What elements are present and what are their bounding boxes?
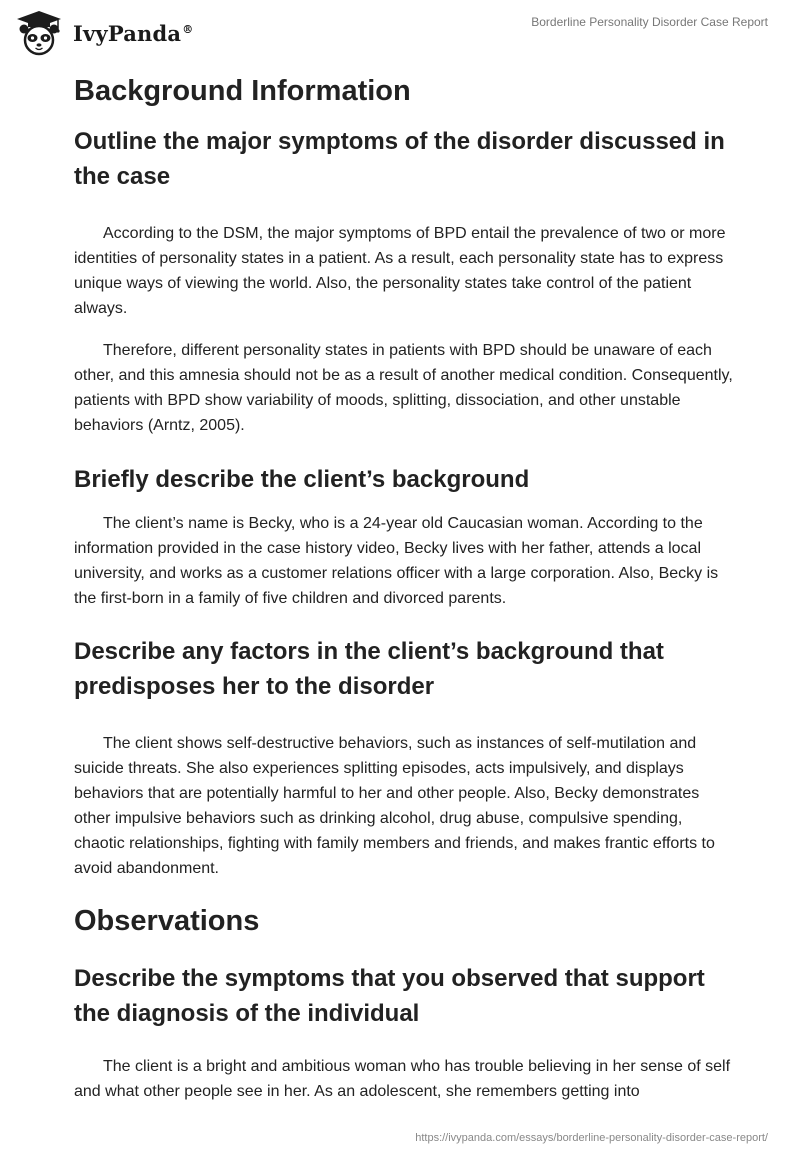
registered-mark: ®	[182, 22, 194, 36]
subheading-observed-symptoms: Describe the symptoms that you observed that support the diagnosis of the individual	[74, 965, 705, 1027]
panda-graduate-icon	[14, 8, 64, 58]
paragraph: Therefore, different personality states in patients with BPD should be unaware of each other, and this amnesia should not be as a result of another medical condition. Consequently, patients with BPD show variability of moods, splitting, dissociation, and other unstable behaviors (Arntz, 2005).	[74, 342, 733, 434]
page-header	[0, 0, 800, 70]
paragraph: The client’s name is Becky, who is a 24-year old Caucasian woman. According to the information provided in the case history video, Becky lives with her father, attends a local university, and works as a customer relations officer with a large corporation. Also, Becky is the first-born in a family of five children and divorced parents.	[74, 515, 719, 607]
section-heading-observations: Observations	[74, 905, 260, 937]
essay-body	[74, 68, 734, 1104]
section-heading-background: Background Information	[74, 75, 411, 107]
document-title: Borderline Personality Disorder Case Report	[531, 15, 768, 29]
brand-logo[interactable]	[14, 8, 193, 58]
brand-name: IvyPanda®	[73, 20, 194, 46]
paragraph: The client is a bright and ambitious woman who has trouble believing in her sense of self and what other people see in her. As an adolescent, she remembers getting into	[74, 1058, 731, 1100]
source-url[interactable]: https://ivypanda.com/essays/borderline-personality-disorder-case-report/	[415, 1132, 768, 1144]
subheading-symptoms: Outline the major symptoms of the disorder discussed in the case	[74, 128, 725, 190]
subheading-client-background: Briefly describe the client’s background	[74, 466, 530, 493]
paragraph: The client shows self-destructive behaviors, such as instances of self-mutilation and suicide threats. She also experiences splitting episodes, acts impulsively, and displays behaviors that are potentially harmful to her and other people. Also, Becky demonstrates other impulsive behaviors such as drinking alcohol, drug abuse, compulsive spending, chaotic relationships, fighting with family members and friends, and makes frantic efforts to avoid abandonment.	[74, 735, 715, 877]
paragraph: According to the DSM, the major symptoms of BPD entail the prevalence of two or more identities of personality states in a patient. As a result, each personality state has to express unique ways of viewing the world. Also, the personality states take control of the patient always.	[74, 225, 726, 317]
subheading-predisposing-factors: Describe any factors in the client’s background that predisposes her to the disorder	[74, 638, 664, 700]
